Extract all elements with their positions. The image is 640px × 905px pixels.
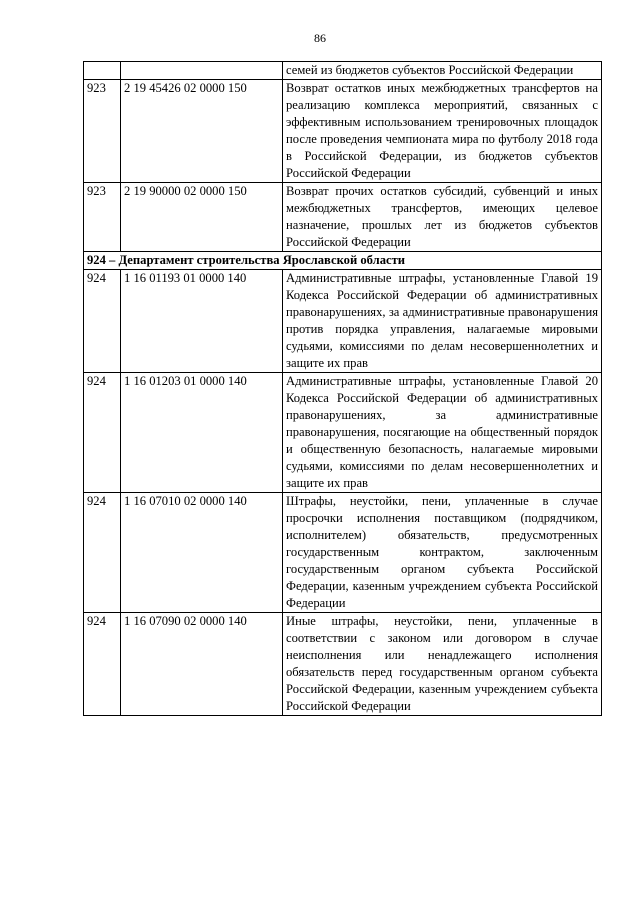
budget-code-cell: 2 19 90000 02 0000 150 bbox=[121, 183, 283, 252]
budget-code-cell: 2 19 45426 02 0000 150 bbox=[121, 80, 283, 183]
revenue-name-cell: Иные штрафы, неустойки, пени, уплаченные в соответствии с законом или договором в случае неисполнения или ненадлежащего исполнения обязательств перед государственным органом субъекта Российской Федерации, казенным учреждением субъекта Российской Федерации bbox=[283, 613, 602, 716]
revenue-name-cell: Административные штрафы, установленные Главой 20 Кодекса Российской Федерации об административных правонарушениях, за административные правонарушения, посягающие на общественный порядок и общественную безопасность, налагаемые мировыми судьями, комиссиями по делам несовершеннолетних и защите их прав bbox=[283, 373, 602, 493]
table-row bbox=[84, 613, 602, 716]
budget-code-cell: 1 16 01193 01 0000 140 bbox=[121, 270, 283, 373]
budget-code-cell: 1 16 07010 02 0000 140 bbox=[121, 493, 283, 613]
table-row bbox=[84, 183, 602, 252]
budget-code-cell bbox=[121, 62, 283, 80]
admin-code-cell: 923 bbox=[84, 183, 121, 252]
revenue-name-cell: семей из бюджетов субъектов Российской Федерации bbox=[283, 62, 602, 80]
revenue-name-cell: Возврат остатков иных межбюджетных трансфертов на реализацию комплекса мероприятий, связанных с эффективным использованием тренировочных площадок после проведения чемпионата мира по футболу 2018 года в Российской Федерации, из бюджетов субъектов Российской Федерации bbox=[283, 80, 602, 183]
admin-code-cell: 924 bbox=[84, 613, 121, 716]
table-row bbox=[84, 80, 602, 183]
admin-code-cell: 924 bbox=[84, 373, 121, 493]
budget-code-cell: 1 16 07090 02 0000 140 bbox=[121, 613, 283, 716]
table-row bbox=[84, 493, 602, 613]
revenue-name-cell: Возврат прочих остатков субсидий, субвенций и иных межбюджетных трансфертов, имеющих целевое назначение, прошлых лет из бюджетов субъектов Российской Федерации bbox=[283, 183, 602, 252]
revenue-codes-table bbox=[83, 61, 602, 716]
page-number: 86 bbox=[314, 31, 326, 45]
admin-code-cell: 924 bbox=[84, 493, 121, 613]
section-title: 924 – Департамент строительства Ярославской области bbox=[84, 252, 602, 270]
section-header-row bbox=[84, 252, 602, 270]
table-row bbox=[84, 270, 602, 373]
budget-code-cell: 1 16 01203 01 0000 140 bbox=[121, 373, 283, 493]
admin-code-cell bbox=[84, 62, 121, 80]
revenue-name-cell: Штрафы, неустойки, пени, уплаченные в случае просрочки исполнения поставщиком (подрядчиком, исполнителем) обязательств, предусмотренных государственным контрактом, заключенным государственным органом субъекта Российской Федерации, казенным учреждением субъекта Российской Федерации bbox=[283, 493, 602, 613]
admin-code-cell: 924 bbox=[84, 270, 121, 373]
table-row bbox=[84, 62, 602, 80]
revenue-name-cell: Административные штрафы, установленные Главой 19 Кодекса Российской Федерации об административных правонарушениях, за административные правонарушения против порядка управления, налагаемые мировыми судьями, комиссиями по делам несовершеннолетних и защите их прав bbox=[283, 270, 602, 373]
table-row bbox=[84, 373, 602, 493]
admin-code-cell: 923 bbox=[84, 80, 121, 183]
